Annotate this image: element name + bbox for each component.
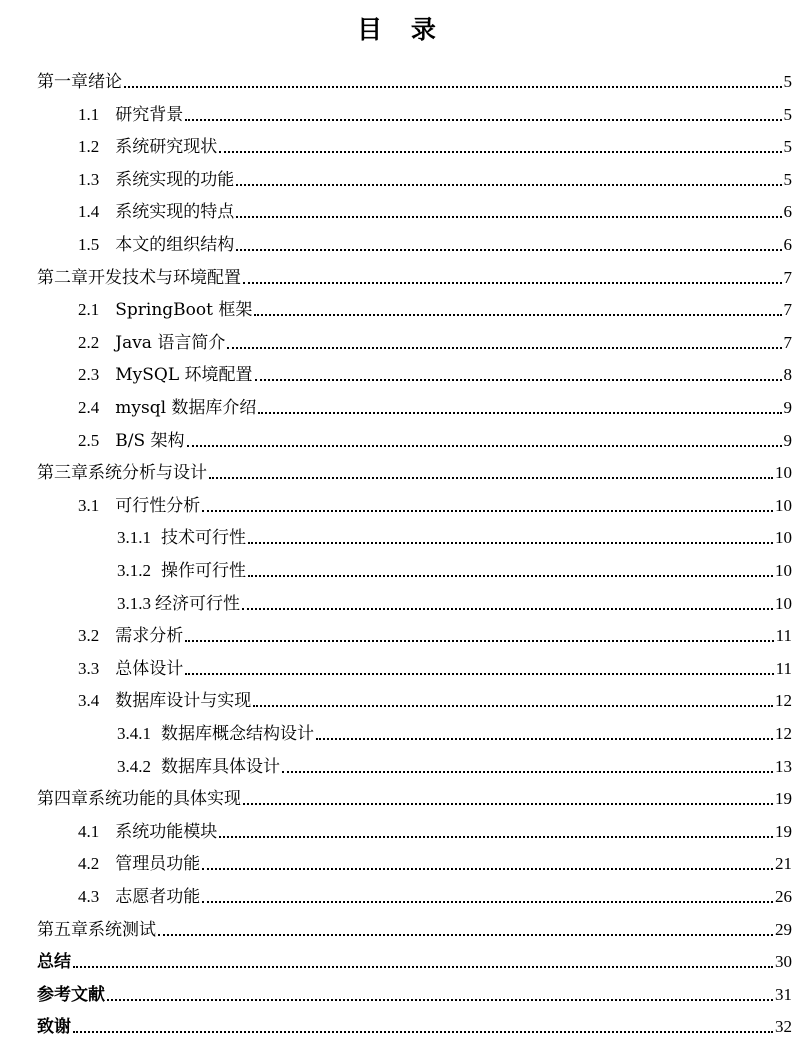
- toc-entry-page-number: 9: [783, 430, 792, 450]
- toc-entry[interactable]: [0, 552, 803, 582]
- toc-entry-number: 1.5: [78, 235, 100, 254]
- toc-entry[interactable]: [0, 422, 803, 452]
- toc-entry-label: [78, 625, 183, 647]
- toc-entry[interactable]: [0, 356, 803, 386]
- toc-entry-text: 系统功能模块: [115, 821, 218, 842]
- toc-entry[interactable]: [0, 911, 803, 941]
- toc-entry-page-number: 10: [775, 528, 792, 548]
- toc-entry-number: 2.3: [78, 365, 100, 385]
- toc-entry-label: [78, 690, 251, 712]
- toc-entry-label: [78, 364, 253, 386]
- toc-entry-label: [117, 593, 240, 615]
- toc-entry[interactable]: [0, 96, 803, 126]
- toc-entry-number: 3.3: [78, 658, 100, 678]
- page-title: 目 录: [357, 15, 446, 44]
- toc-entry-text: 管理员功能: [115, 854, 201, 875]
- toc-entry-number: 4.3: [78, 887, 100, 906]
- toc-entry-page-number: 10: [775, 561, 792, 580]
- dot-leader: [124, 86, 782, 88]
- toc-entry[interactable]: [0, 519, 803, 549]
- toc-entry[interactable]: [0, 63, 803, 93]
- toc-entry[interactable]: [0, 748, 803, 778]
- toc-entry-page-number: 10: [775, 593, 792, 613]
- toc-entry-number: 2.4: [78, 398, 100, 417]
- toc-entry-text: 需求分析: [115, 626, 184, 647]
- toc-entry-label: [117, 756, 280, 778]
- toc-entry-number: 1.2: [78, 137, 100, 157]
- dot-leader: [248, 575, 773, 577]
- toc-entry-page-number: 5: [783, 104, 792, 124]
- dot-leader: [255, 379, 782, 381]
- toc-entry-page-number: 8: [783, 365, 792, 385]
- toc-entry-label: [78, 853, 200, 875]
- toc-entry-text: 第三章系统分析与设计: [37, 463, 207, 484]
- toc-entry-number: 3.1.2: [117, 561, 151, 580]
- toc-entry-page-number: 19: [775, 789, 792, 809]
- toc-entry[interactable]: [0, 389, 803, 419]
- toc-entry-page-number: 5: [783, 72, 792, 91]
- toc-entry-number: 3.4: [78, 691, 100, 711]
- toc-entry-label: [78, 658, 183, 680]
- toc-entry-number: 3.4.1: [117, 724, 151, 743]
- toc-entry-text: 第一章绪论: [37, 72, 122, 92]
- toc-entry[interactable]: [0, 715, 803, 745]
- toc-entry[interactable]: [0, 226, 803, 256]
- toc-entry-text: 志愿者功能: [115, 887, 201, 907]
- toc-entry-page-number: 21: [775, 854, 792, 874]
- toc-entry-page-number: 11: [775, 626, 792, 646]
- toc-entry[interactable]: [0, 682, 803, 712]
- toc-entry-text: 数据库具体设计: [161, 756, 280, 777]
- toc-entry-text: 参考文献: [37, 984, 105, 1005]
- toc-entry[interactable]: [0, 487, 803, 517]
- dot-leader: [209, 477, 773, 479]
- toc-entry-page-number: 29: [775, 919, 792, 939]
- dot-leader: [185, 673, 773, 675]
- toc-entry[interactable]: [0, 943, 803, 973]
- toc-entry-page-number: 6: [783, 235, 792, 254]
- toc-entry-text: 技术可行性: [161, 528, 246, 549]
- toc-entry-text: 数据库设计与实现: [115, 691, 252, 712]
- toc-entry-label: [78, 397, 256, 419]
- toc-entry-text: SpringBoot 框架: [115, 300, 253, 321]
- toc-entry[interactable]: [0, 976, 803, 1006]
- toc-entry-label: [78, 430, 185, 452]
- toc-entry-label: [78, 332, 225, 354]
- toc-entry-label: [37, 71, 122, 93]
- dot-leader: [185, 119, 781, 121]
- toc-entry-text: 系统实现的特点: [115, 202, 235, 223]
- toc-entry-page-number: 7: [783, 300, 792, 320]
- toc-entry-page-number: 32: [775, 1017, 792, 1037]
- toc-entry-text: 系统研究现状: [115, 137, 218, 158]
- toc-entry-label: [78, 169, 234, 191]
- toc-entry[interactable]: [0, 780, 803, 810]
- toc-entry-number: 4.2: [78, 854, 100, 874]
- toc-entry-number: 3.2: [78, 626, 100, 646]
- toc-entry-text: B/S 架构: [115, 430, 185, 451]
- dot-leader: [243, 803, 773, 805]
- toc-entry-page-number: 9: [783, 398, 792, 417]
- toc-entry-text: 第四章系统功能的具体实现: [37, 789, 241, 810]
- toc-entry-label: [78, 821, 217, 843]
- toc-entry-label: [37, 951, 71, 973]
- dot-leader: [107, 999, 773, 1001]
- toc-entry-text: 数据库概念结构设计: [161, 724, 314, 744]
- toc-entry-number: 1.4: [78, 202, 100, 222]
- dot-leader: [253, 705, 773, 707]
- toc-entry-page-number: 10: [775, 495, 792, 515]
- toc-entry-label: [37, 788, 241, 810]
- toc-entry-number: 1.3: [78, 169, 100, 189]
- toc-entry-page-number: 26: [775, 887, 792, 906]
- dot-leader: [243, 282, 782, 284]
- toc-entry-label: [78, 201, 234, 223]
- dot-leader: [202, 510, 773, 512]
- toc-entry-label: [78, 886, 200, 908]
- toc-entry[interactable]: [0, 161, 803, 191]
- toc-entry-number: 4.1: [78, 821, 100, 841]
- toc-entry-label: [37, 462, 207, 484]
- dot-leader: [73, 1031, 773, 1033]
- toc-entry-page-number: 11: [775, 658, 792, 678]
- toc-entry-page-number: 10: [775, 463, 792, 483]
- toc-entry-label: [37, 984, 105, 1006]
- dot-leader: [236, 184, 781, 186]
- dot-leader: [73, 966, 773, 968]
- dot-leader: [227, 347, 781, 349]
- toc-entry-label: [37, 919, 156, 941]
- toc-entry-text: 操作可行性: [161, 561, 246, 581]
- toc-entry-text: 系统实现的功能: [115, 169, 235, 190]
- toc-entry-number: 3.4.2: [117, 756, 151, 776]
- dot-leader: [282, 771, 773, 773]
- toc-entry-page-number: 31: [775, 984, 792, 1004]
- toc-entry-text: 本文的组织结构: [115, 235, 235, 255]
- toc-entry[interactable]: [0, 650, 803, 680]
- dot-leader: [219, 151, 781, 153]
- toc-entry-text: MySQL 环境配置: [115, 365, 253, 386]
- toc-entry-number: 1.1: [78, 104, 100, 124]
- toc-entry-text: mysql 数据库介绍: [115, 398, 257, 418]
- dot-leader: [254, 314, 781, 316]
- toc-entry-label: [78, 495, 200, 517]
- toc-entry-label: [78, 234, 234, 256]
- toc-entry-page-number: 7: [783, 267, 792, 287]
- toc-entry-page-number: 5: [783, 137, 792, 157]
- toc-entry-text: 经济可行性: [155, 593, 240, 614]
- dot-leader: [187, 445, 782, 447]
- dot-leader: [236, 216, 781, 218]
- dot-leader: [236, 249, 781, 251]
- toc-entry-page-number: 12: [775, 724, 792, 743]
- toc-entry-label: [117, 723, 314, 745]
- toc-entry-text: 总体设计: [115, 658, 184, 679]
- toc-entry-number: 3.1.3: [117, 593, 151, 613]
- toc-entry-text: 研究背景: [115, 104, 184, 125]
- toc-entry[interactable]: [0, 585, 803, 615]
- dot-leader: [248, 542, 773, 544]
- dot-leader: [202, 868, 773, 870]
- toc-entry[interactable]: [0, 128, 803, 158]
- toc-entry-number: 2.5: [78, 430, 100, 450]
- dot-leader: [202, 901, 773, 903]
- toc-entry[interactable]: [0, 617, 803, 647]
- toc-entry-page-number: 5: [783, 169, 792, 189]
- toc-entry-text: 致谢: [37, 1017, 71, 1038]
- dot-leader: [316, 738, 773, 740]
- toc-entry-label: [37, 267, 241, 289]
- toc-entry-page-number: 6: [783, 202, 792, 222]
- toc-entry[interactable]: [0, 259, 803, 289]
- toc-entry-page-number: 19: [775, 821, 792, 841]
- toc-entry[interactable]: [0, 1008, 803, 1038]
- toc-entry-text: 可行性分析: [115, 495, 201, 516]
- toc-entry-text: 第五章系统测试: [37, 919, 156, 940]
- toc-entry-label: [117, 527, 246, 549]
- toc-entry-label: [78, 136, 217, 158]
- toc-entry-label: [37, 1016, 71, 1038]
- toc-entry-page-number: 7: [783, 332, 792, 352]
- dot-leader: [242, 608, 773, 610]
- toc-entry-page-number: 12: [775, 691, 792, 711]
- toc-entry-page-number: 30: [775, 952, 792, 972]
- toc-entry[interactable]: [0, 845, 803, 875]
- dot-leader: [158, 934, 773, 936]
- toc-entry-label: [78, 299, 252, 321]
- toc-entry[interactable]: [0, 454, 803, 484]
- toc-entry-label: [117, 560, 246, 582]
- dot-leader: [185, 640, 773, 642]
- toc-entry-number: 2.2: [78, 332, 100, 352]
- toc-entry-text: 总结: [37, 952, 71, 973]
- toc-entry[interactable]: [0, 813, 803, 843]
- toc-entry-label: [78, 104, 183, 126]
- toc-entry[interactable]: [0, 878, 803, 908]
- toc-entry-number: 2.1: [78, 300, 100, 320]
- toc-entry[interactable]: [0, 324, 803, 354]
- dot-leader: [219, 836, 773, 838]
- dot-leader: [258, 412, 781, 414]
- toc-entry[interactable]: [0, 193, 803, 223]
- toc-entry-page-number: 13: [775, 756, 792, 776]
- toc-entry[interactable]: [0, 291, 803, 321]
- toc-entry-text: 第二章开发技术与环境配置: [37, 267, 241, 288]
- toc-entry-number: 3.1.1: [117, 528, 151, 548]
- toc-entry-number: 3.1: [78, 495, 100, 515]
- toc-entry-text: Java 语言简介: [115, 332, 226, 353]
